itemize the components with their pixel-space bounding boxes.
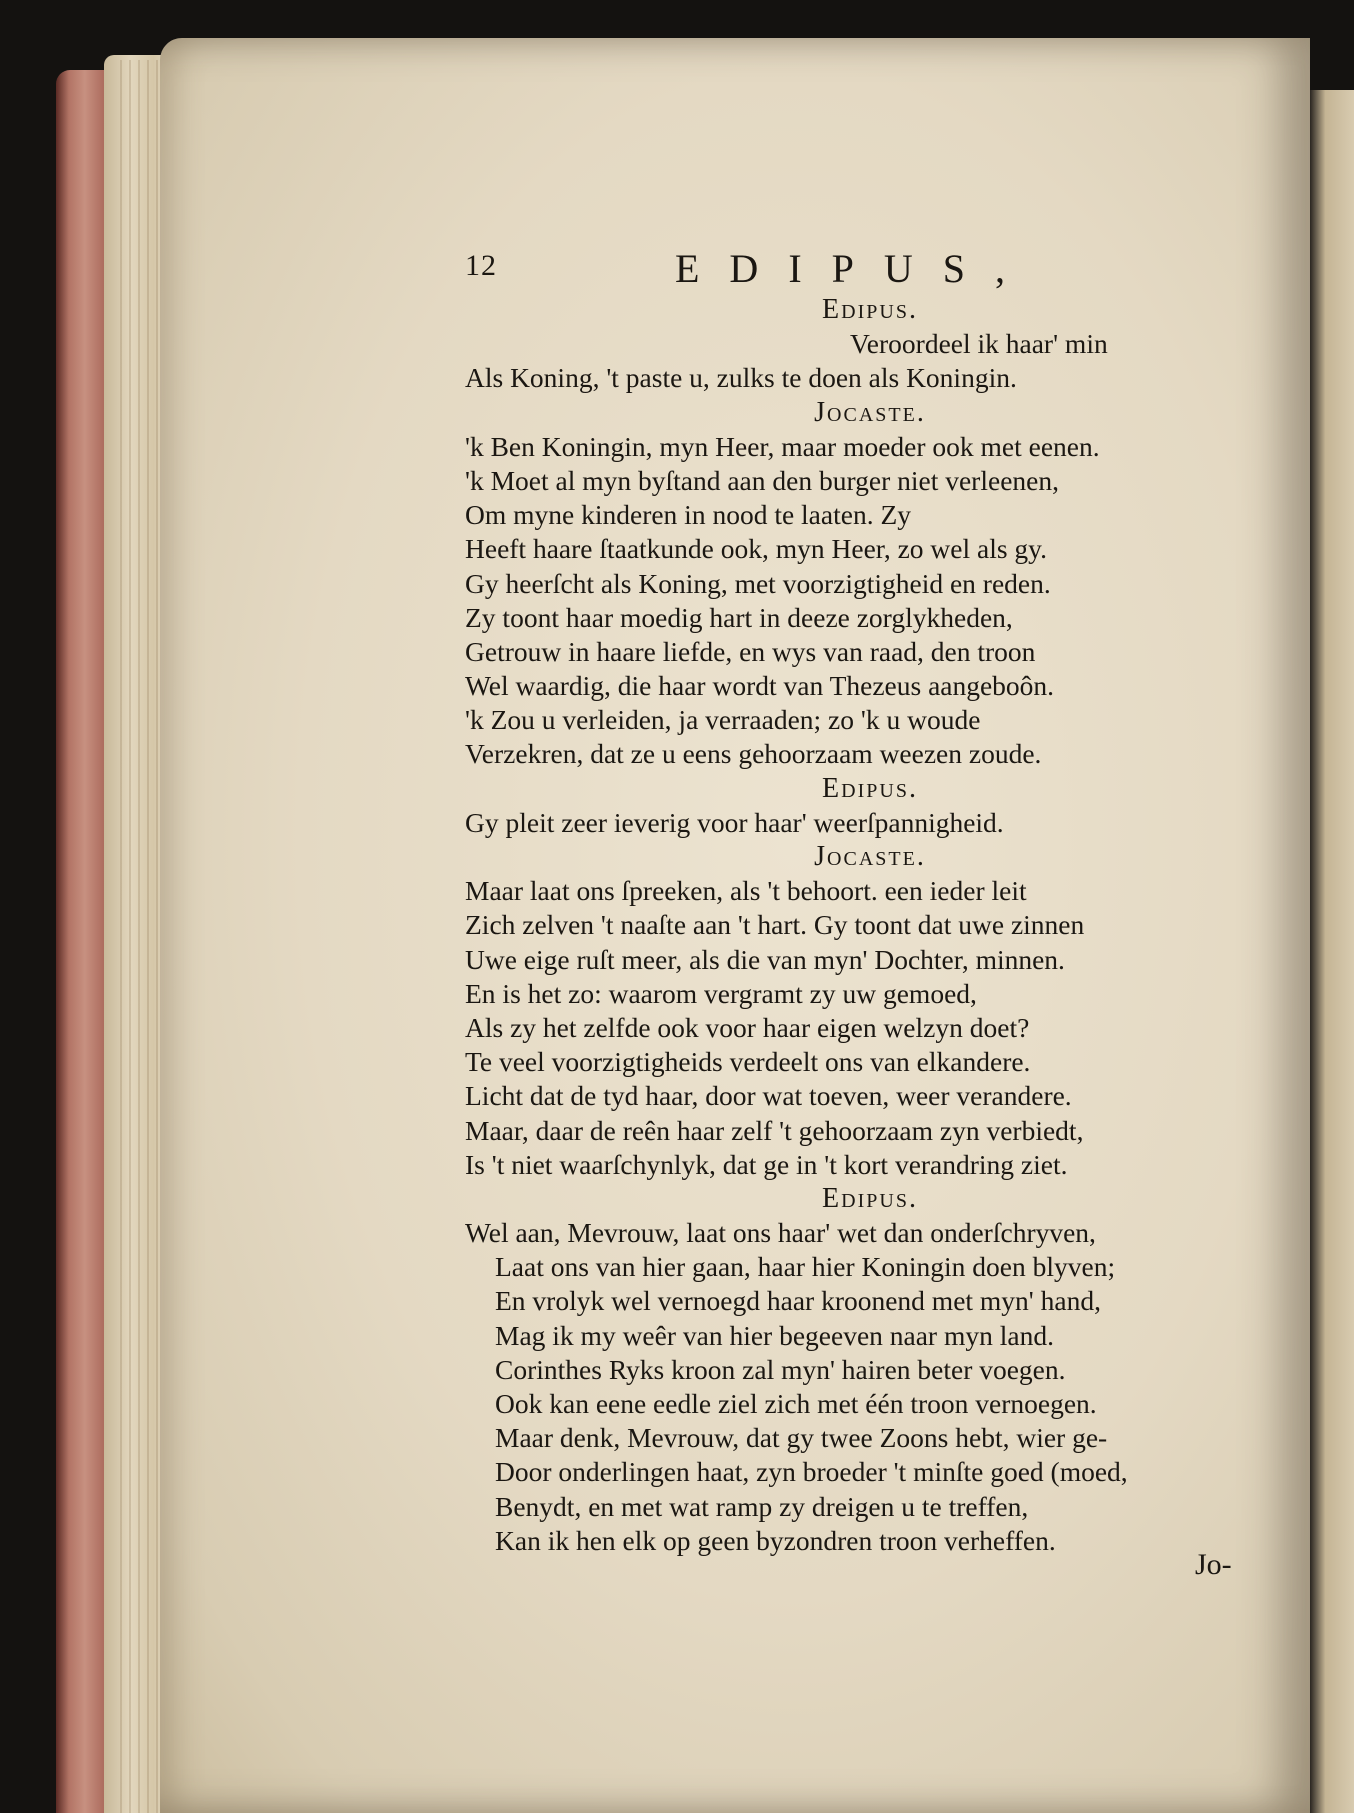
verse-line: Getrouw in haare liefde, en wys van raad, den troon: [465, 635, 1036, 667]
speaker-name: Edipus.: [822, 294, 918, 325]
verse-line: Kan ik hen elk op geen byzondren troon verheffen.: [495, 1524, 1056, 1556]
facing-page-edge: [1310, 90, 1354, 1813]
verse-line: Veroordeel ik haar' min: [850, 328, 1108, 360]
verse-line: Door onderlingen haat, zyn broeder 't minſte goed (moed,: [495, 1456, 1128, 1488]
verse-line: En is het zo: waarom vergramt zy uw gemoed,: [465, 977, 977, 1009]
verse-line: Wel waardig, die haar wordt van Thezeus aangeboôn.: [465, 670, 1055, 702]
verse-line: Maar laat ons ſpreeken, als 't behoort. een ieder leit: [465, 875, 1027, 907]
verse-line: Als zy het zelfde ook voor haar eigen welzyn doet?: [465, 1011, 1030, 1043]
verse-line: Zy toont haar moedig hart in deeze zorglykheden,: [465, 601, 1013, 633]
speaker-name: Edipus.: [822, 772, 918, 804]
running-title: EDIPUS,: [675, 246, 1036, 291]
verse-line: Uwe eige ruſt meer, als die van myn' Dochter, minnen.: [465, 943, 1065, 975]
verse-line: Corinthes Ryks kroon zal myn' hairen beter voegen.: [495, 1353, 1066, 1385]
verse-line: Mag ik my weêr van hier begeeven naar myn land.: [495, 1319, 1054, 1351]
speaker-name: Edipus.: [822, 1182, 918, 1214]
verse-line: En vrolyk wel vernoegd haar kroonend met myn' hand,: [495, 1285, 1101, 1317]
verse-line: Maar denk, Mevrouw, dat gy twee Zoons hebt, wier ge-: [495, 1422, 1108, 1454]
page-number: 12: [465, 249, 497, 282]
verse-line: Als Koning, 't paste u, zulks te doen als Koningin.: [465, 362, 1017, 394]
verse-line: Maar, daar de reên haar zelf 't gehoorzaam zyn verbiedt,: [465, 1114, 1084, 1146]
verse-line: Licht dat de tyd haar, door wat toeven, weer verandere.: [465, 1080, 1072, 1112]
speaker-name: Jocaste.: [814, 396, 926, 428]
verse-line: Heeft haare ſtaatkunde ook, myn Heer, zo wel als gy.: [465, 533, 1048, 565]
verse-line: Laat ons van hier gaan, haar hier Koningin doen blyven;: [495, 1251, 1116, 1283]
verse-line: Wel aan, Mevrouw, laat ons haar' wet dan onderſchryven,: [465, 1217, 1096, 1249]
verse-line: Is 't niet waarſchynlyk, dat ge in 't kort verandring ziet.: [465, 1148, 1068, 1180]
verse-line: Gy heerſcht als Koning, met voorzigtigheid en reden.: [465, 567, 1051, 599]
catchword: Jo-: [1195, 1548, 1232, 1581]
verse-line: Benydt, en met wat ramp zy dreigen u te treffen,: [495, 1490, 1029, 1522]
verse-line: 'k Ben Koningin, myn Heer, maar moeder ook met eenen.: [465, 430, 1100, 462]
verse-line: 'k Moet al myn byſtand aan den burger niet verleenen,: [465, 464, 1059, 496]
text-block: [465, 245, 1245, 1565]
running-head: [465, 245, 1245, 291]
verse-line: Verzekren, dat ze u eens gehoorzaam weezen zoude.: [465, 738, 1042, 770]
verse-line: 'k Zou u verleiden, ja verraaden; zo 'k u woude: [465, 704, 981, 736]
verse-line: Zich zelven 't naaſte aan 't hart. Gy toont dat uwe zinnen: [465, 909, 1085, 941]
verse-line: Ook kan eene eedle ziel zich met één troon vernoegen.: [495, 1388, 1097, 1419]
verse-line: Om myne kinderen in nood te laaten. Zy: [465, 499, 911, 531]
verse-line: Gy pleit zeer ieverig voor haar' weerſpannigheid.: [465, 806, 1004, 838]
speaker-name: Jocaste.: [814, 841, 926, 872]
verse-lines: [465, 293, 1245, 1558]
verse-line: Te veel voorzigtigheids verdeelt ons van elkandere.: [465, 1046, 1031, 1078]
